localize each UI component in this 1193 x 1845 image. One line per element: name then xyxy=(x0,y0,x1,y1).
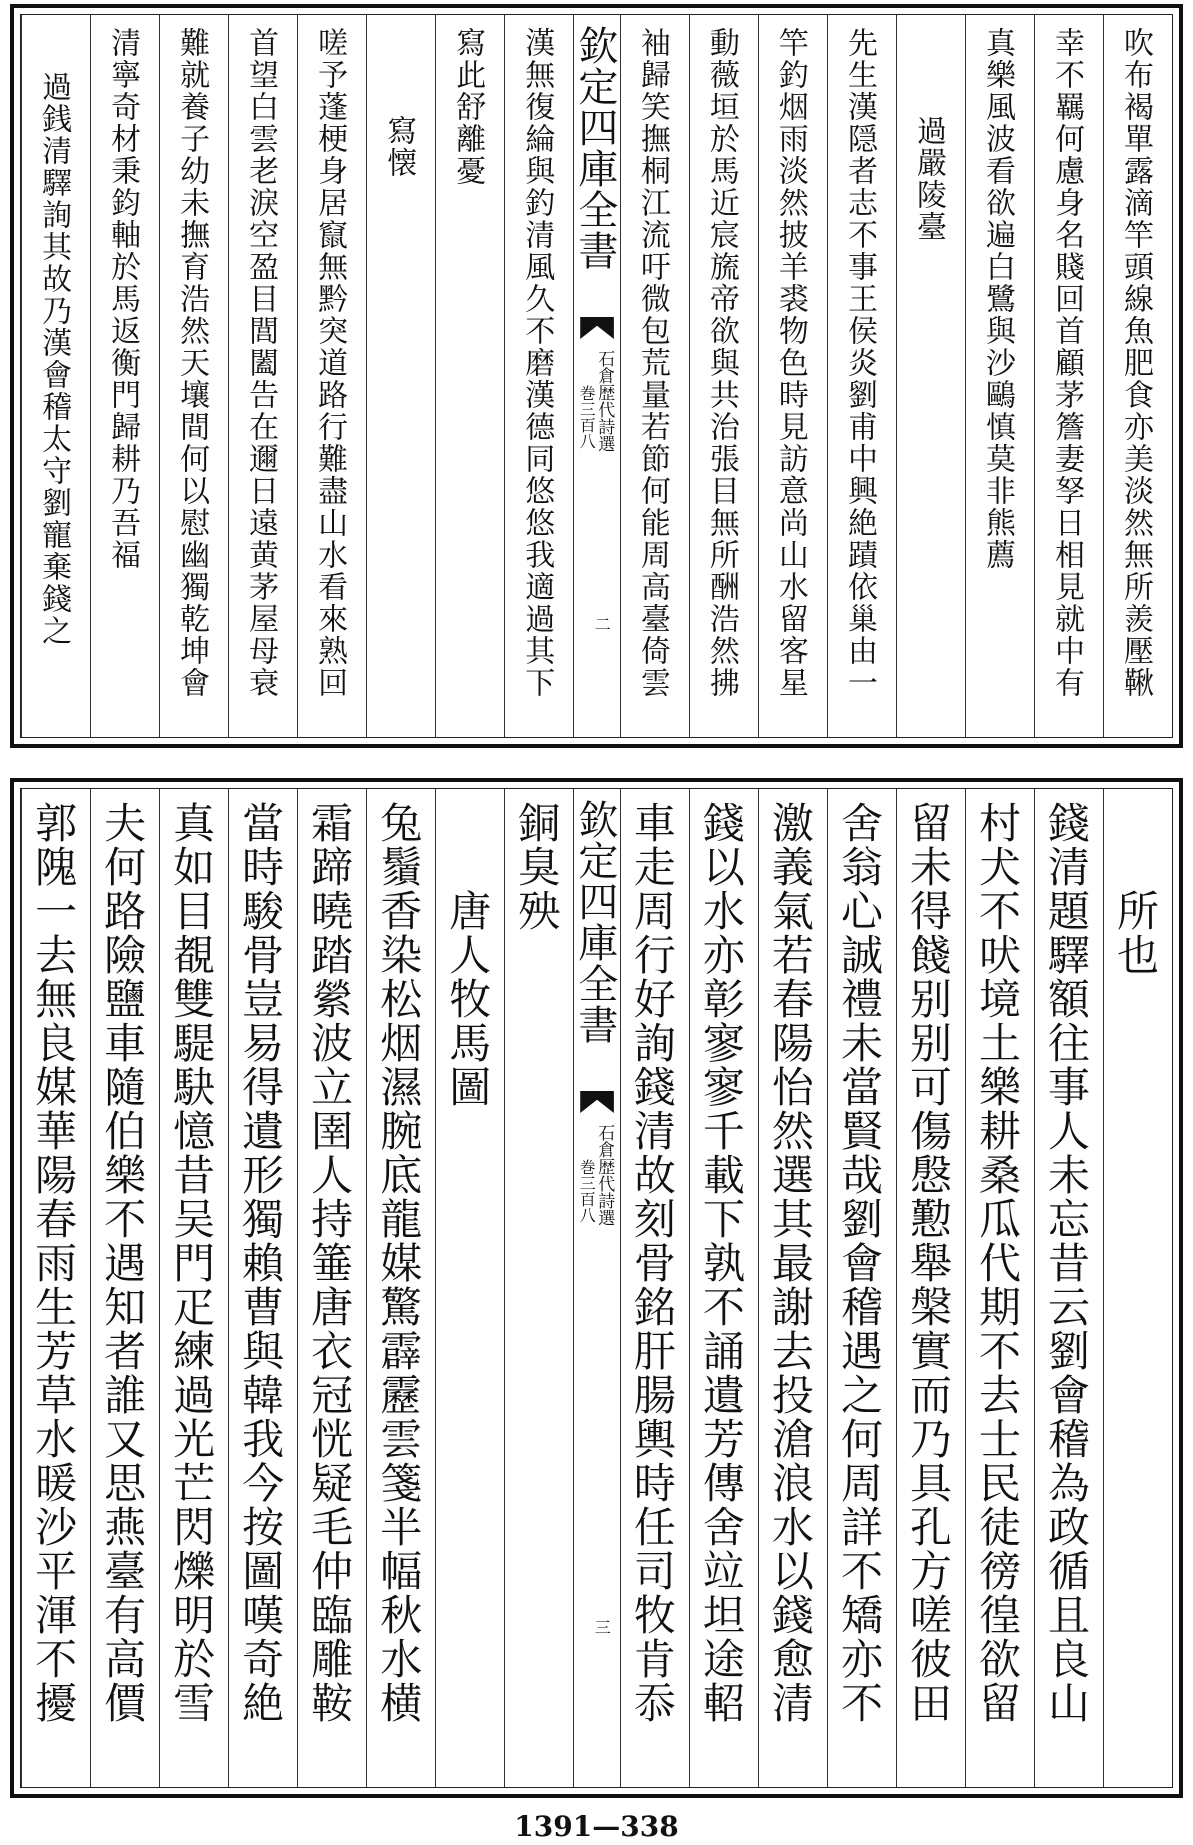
text-column xyxy=(159,789,228,1787)
text-line: 動薇垣於馬近宸旒帝欲與共治張目無所酬浩然拂 xyxy=(703,27,739,699)
text-column xyxy=(504,789,573,1787)
upper-page-columns xyxy=(21,15,1172,737)
upper-page xyxy=(10,4,1183,748)
text-column xyxy=(965,789,1034,1787)
text-column xyxy=(90,15,159,737)
text-line: 郭隗一去無良媒華陽春雨生芳草水暖沙平渾不擾 xyxy=(29,801,79,1725)
volume-number: 巻三百八 xyxy=(577,385,597,449)
text-line: 銅臭殃 xyxy=(512,801,562,933)
text-line: 首望白雲老淚空盈目閭闔告在邇日遠黄茅屋母衰 xyxy=(243,27,279,699)
text-column xyxy=(90,789,159,1787)
text-line: 真如目覩雙騠駃憶昔吴門疋練過光芒閃爍明於雪 xyxy=(167,801,217,1725)
text-column xyxy=(620,15,689,737)
text-line: 嗟予蓬梗身居竄無黔突道路行難盡山水看來熟回 xyxy=(312,27,348,699)
text-column xyxy=(228,15,297,737)
text-column xyxy=(366,15,435,737)
center-fold-column xyxy=(573,789,620,1787)
text-column xyxy=(965,15,1034,737)
text-column xyxy=(1034,789,1103,1787)
text-column xyxy=(435,789,504,1787)
text-line: 車走周行好詢錢清故刻骨銘肝腸輿時任司牧肯忝 xyxy=(627,801,677,1725)
text-line: 錢以水亦彰寥寥千載下孰不誦遺芳傳舍竝坦途軺 xyxy=(696,801,746,1725)
center-fold-column xyxy=(573,15,620,737)
page-footer-number: 1391—338 xyxy=(514,1810,679,1843)
text-line: 過銭清驛詢其故乃漢會稽太守劉寵棄錢之 xyxy=(36,71,72,647)
text-line: 錢清題驛額往事人未忘昔云劉會稽為政循且良山 xyxy=(1041,801,1091,1725)
source-title: 石倉歴代詩選 xyxy=(594,1124,615,1226)
lower-page-frame xyxy=(20,788,1173,1788)
fishtail-mark xyxy=(580,1091,614,1113)
volume-number: 巻三百八 xyxy=(577,1159,597,1223)
poem-title: 過嚴陵臺 xyxy=(910,115,946,243)
lower-page xyxy=(10,778,1183,1798)
text-line: 舍翁心誠禮未當賢哉劉會稽遇之何周詳不矯亦不 xyxy=(834,801,884,1725)
text-column xyxy=(297,789,366,1787)
text-line: 袖歸笑撫桐江流吁微包荒量若節何能周高臺倚雲 xyxy=(634,27,670,699)
text-line: 難就養子幼未撫育浩然天壤間何以慰幽獨乾坤會 xyxy=(174,27,210,699)
book-title: 欽定四庫全書 xyxy=(571,25,618,271)
leaf-number: 三 xyxy=(592,1619,612,1635)
lower-page-columns xyxy=(21,789,1172,1787)
text-line: 漢無復綸與釣清風久不磨漢德同悠悠我適過其下 xyxy=(519,27,555,699)
text-column xyxy=(827,15,896,737)
text-column xyxy=(21,15,90,737)
text-column xyxy=(758,15,827,737)
text-line: 竿釣烟雨淡然披羊裘物色時見訪意尚山水留客星 xyxy=(772,27,808,699)
source-title: 石倉歴代詩選 xyxy=(594,350,615,452)
text-line: 先生漢隠者志不事王侯炎劉甫中興絶蹟依巢由一 xyxy=(841,27,877,699)
text-column xyxy=(1034,15,1103,737)
text-column xyxy=(1103,15,1172,737)
text-column xyxy=(297,15,366,737)
text-column xyxy=(435,15,504,737)
text-column xyxy=(366,789,435,1787)
text-column xyxy=(758,789,827,1787)
text-line: 當時駿骨豈易得遺形獨賴曹與韓我今按圖嘆奇絶 xyxy=(236,801,286,1725)
text-column xyxy=(504,15,573,737)
book-title: 欽定四庫全書 xyxy=(571,799,618,1045)
text-line: 激義氣若春陽怡然選其最謝去投滄浪水以錢愈清 xyxy=(765,801,815,1725)
upper-page-frame xyxy=(20,14,1173,738)
text-column xyxy=(896,15,965,737)
text-line: 清寧奇材秉鈞軸於馬返衡門歸耕乃吾福 xyxy=(105,27,141,571)
text-line: 留未得餞别别可傷慇懃舉槃實而乃具孔方嗟彼田 xyxy=(903,801,953,1725)
text-line: 真樂風波看欲遍白鷺與沙鷗慎莫非熊薦 xyxy=(979,27,1015,571)
text-column xyxy=(21,789,90,1787)
poem-title: 所也 xyxy=(1111,889,1160,977)
text-line: 寫此舒離憂 xyxy=(450,27,486,187)
text-line: 吹布褐單露滴竿頭線魚肥食亦美淡然無所羨壓鞦 xyxy=(1118,27,1153,699)
text-column xyxy=(689,15,758,737)
poem-title: 寫懐 xyxy=(381,115,417,179)
text-line: 村犬不吠境土樂耕桑瓜代期不去士民徒徬徨欲留 xyxy=(972,801,1022,1725)
text-column xyxy=(896,789,965,1787)
text-column xyxy=(827,789,896,1787)
text-column xyxy=(689,789,758,1787)
fishtail-mark xyxy=(580,317,614,339)
leaf-number: 二 xyxy=(592,616,612,632)
text-line: 幸不羈何慮身名賤回首顧茅簷妻孥日相見就中有 xyxy=(1048,27,1084,699)
text-column xyxy=(1103,789,1172,1787)
text-column xyxy=(159,15,228,737)
text-line: 夫何路險鹽車隨伯樂不遇知者誰又思燕臺有高價 xyxy=(98,801,148,1725)
poem-title: 唐人牧馬圖 xyxy=(443,889,493,1109)
text-line: 兔鬚香染松烟濕腕底龍媒驚霹靂雲箋半幅秋水横 xyxy=(374,801,424,1725)
text-column xyxy=(228,789,297,1787)
text-column xyxy=(620,789,689,1787)
text-line: 霜蹄曉踏縈波立圉人持箠唐衣冠恍疑毛仲臨雕鞍 xyxy=(305,801,355,1725)
